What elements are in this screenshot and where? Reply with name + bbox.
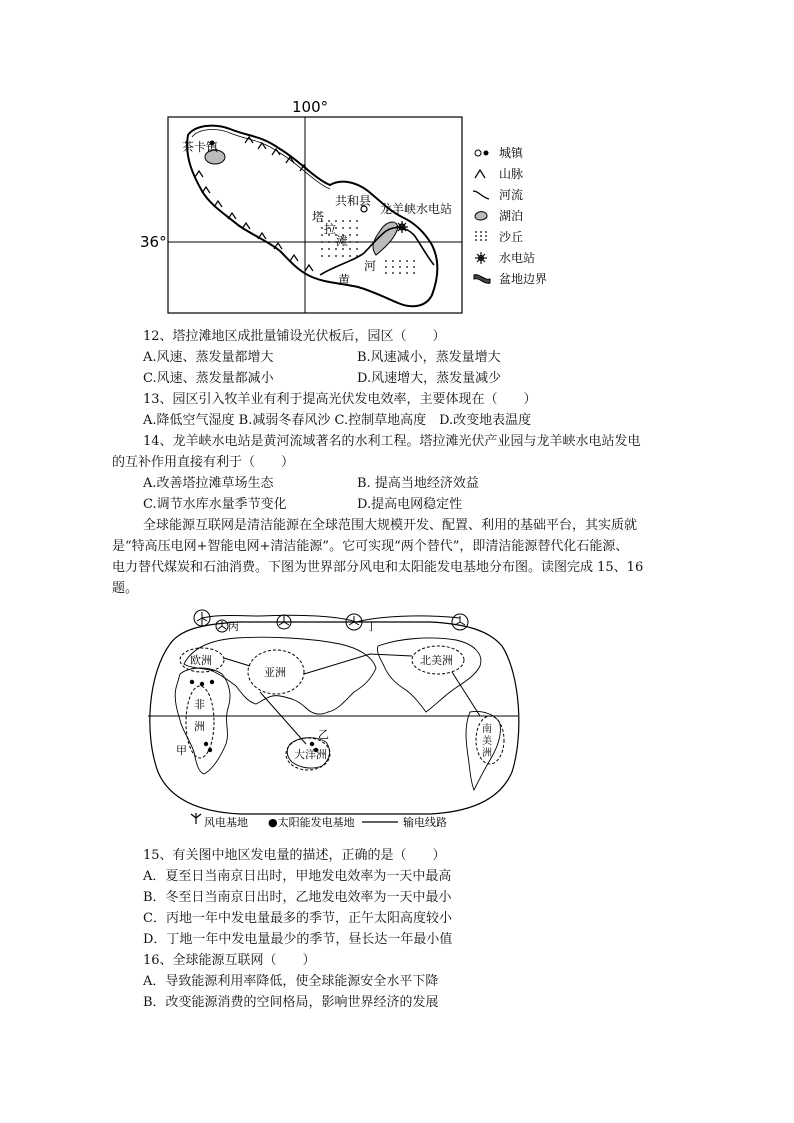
tala-char-3: 滩 (336, 234, 349, 248)
tala-char-1: 塔 (312, 210, 325, 224)
intro-line-4: 题。 (112, 581, 139, 596)
legend-line-label: 输电线路 (403, 816, 447, 829)
lake-icon (475, 212, 487, 220)
intro-line-2: 是“特高压电网+智能电网+清洁能源”。它可实现“两个替代”，即清洁能源替代化石能源、 (112, 539, 629, 554)
dune-dot (328, 255, 330, 257)
q16-option-b: B．改变能源消费的空间格局，影响世界经济的发展 (143, 995, 439, 1010)
dune-dot (321, 241, 323, 243)
power-line (304, 654, 412, 674)
dune-dot (356, 227, 358, 229)
q12-option-b: B.风速减小，蒸发量增大 (357, 350, 501, 365)
river-char-1: 黄 (338, 273, 351, 287)
q15-option-c: C．丙地一年中发电量最多的季节，正午太阳高度较小 (143, 911, 452, 926)
region-label-north-america: 北美洲 (420, 654, 453, 667)
dune-dot (328, 248, 330, 250)
dune-dot (349, 241, 351, 243)
power-line (452, 672, 480, 716)
wind-base-legend-icon (191, 813, 201, 824)
river-icon (473, 191, 489, 199)
region-label-south-america: 南美洲 (482, 724, 492, 759)
gonghe-label: 共和县 (335, 194, 372, 208)
q16-option-a: A．导致能源利用率降低，使全球能源安全水平下降 (143, 974, 439, 989)
marker-ding: 丁 (366, 620, 377, 633)
q15-stem: 15、有关图中地区发电量的描述，正确的是（ ） (143, 848, 446, 863)
map1-legend (473, 145, 547, 286)
dune-dot (399, 260, 401, 262)
solar-base-dot (204, 742, 208, 746)
dune-dot (392, 260, 394, 262)
solar-base-dot (210, 680, 214, 684)
q13-options: A.降低空气湿度 B.减弱冬春风沙 C.控制草地高度 D.改变地表温度 (143, 413, 532, 428)
dune-dot (356, 241, 358, 243)
hydropower-icon (475, 252, 487, 264)
dune-dot (385, 260, 387, 262)
power-line (260, 692, 306, 744)
q14-option-c: C.调节水库水量季节变化 (143, 497, 287, 512)
q12-option-a: A.风速、蒸发量都增大 (143, 350, 274, 365)
dune-dot (392, 272, 394, 274)
dune-dot (349, 255, 351, 257)
legend-label: 盆地边界 (499, 272, 548, 286)
power-line (202, 615, 460, 622)
dune-dot (406, 272, 408, 274)
legend-label: 河流 (499, 188, 524, 202)
q12-option-d: D.风速增大，蒸发量减少 (357, 371, 502, 386)
q15-option-b: B．冬至日当南京日出时，乙地发电效率为一天中最小 (143, 890, 452, 905)
solar-base-dot (208, 748, 212, 752)
dune-dot (335, 248, 337, 250)
q12-option-c: C.风速、蒸发量都减小 (143, 371, 274, 386)
africa-char-2: 洲 (194, 720, 205, 733)
dune-dot (321, 234, 323, 236)
dune-dot (413, 272, 415, 274)
dune-dot (321, 255, 323, 257)
chaka-label: 茶卡镇 (182, 140, 219, 154)
legend-label: 湖泊 (499, 209, 524, 223)
region-label-europe: 欧洲 (190, 654, 212, 667)
dune-dot (385, 272, 387, 274)
dune-dot (342, 227, 344, 229)
dune-dot (349, 248, 351, 250)
q16-stem: 16、全球能源互联网（ ） (143, 953, 316, 968)
latitude-label: 36° (140, 233, 167, 251)
mountain-range-south (195, 171, 313, 271)
legend-label: 沙丘 (499, 230, 524, 244)
dune-dot (406, 260, 408, 262)
basin-boundary-icon (474, 275, 490, 284)
region-label-oceania: 大洋洲 (294, 748, 327, 761)
legend-label: 山脉 (499, 167, 524, 181)
dune-dot (399, 272, 401, 274)
q14-stem-line2: 的互补作用直接有利于（ ） (112, 455, 295, 470)
q14-stem-line1: 14、龙羊峡水电站是黄河流域著名的水利工程。塔拉滩光伏产业园与龙羊峡水电站发电 (143, 434, 641, 449)
dune-dot (321, 227, 323, 229)
q13-stem: 13、园区引入牧羊业有利于提高光伏发电效率，主要体现在（ ） (143, 392, 537, 407)
dune-icon (475, 231, 487, 241)
basin-map (140, 95, 570, 320)
dune-dot (385, 266, 387, 268)
dune-dot (342, 255, 344, 257)
legend-solar-label: ●太阳能发电基地 (268, 816, 355, 829)
north-america-outline (377, 638, 480, 712)
solar-base-dot (310, 742, 314, 746)
world-map-outline (150, 622, 519, 814)
mountain-icon (475, 170, 485, 178)
dune-dot (392, 266, 394, 268)
dune-dot (356, 248, 358, 250)
dune-dot (413, 260, 415, 262)
sa-char: 南 (482, 724, 492, 735)
region-label-asia: 亚洲 (264, 666, 286, 679)
longyangxia-label: 龙羊峡水电站 (380, 202, 453, 216)
dune-dot (356, 234, 358, 236)
solar-base-dot (200, 682, 204, 686)
dune-dot (349, 234, 351, 236)
q15-option-d: D．丁地一年中发电量最少的季节，昼长达一年最小值 (143, 932, 453, 947)
q12-stem: 12、塔拉滩地区成批量铺设光伏板后，园区（ ） (143, 329, 446, 344)
wind-base-icon (452, 614, 468, 630)
wind-base-icon (194, 610, 210, 626)
q14-option-d: D.提高电网稳定性 (357, 497, 463, 512)
intro-line-3: 电力替代煤炭和石油消费。下图为世界部分风电和太阳能发电基地分布图。读图完成 15、16 (112, 560, 644, 575)
q14-option-b: B. 提高当地经济效益 (357, 476, 479, 491)
dune-dot (399, 266, 401, 268)
dune-dot (349, 220, 351, 222)
dune-dot (328, 241, 330, 243)
world-energy-map (140, 604, 525, 836)
legend-wind-label: 风电基地 (204, 816, 248, 829)
dune-dot (406, 266, 408, 268)
town-icon (475, 150, 481, 156)
dune-dot (342, 220, 344, 222)
dune-dot (335, 255, 337, 257)
dune-dot (356, 255, 358, 257)
power-line (224, 658, 250, 666)
dune-dot (356, 220, 358, 222)
marker-jia: 甲 (176, 744, 187, 757)
dune-dot (349, 227, 351, 229)
q14-option-a: A.改善塔拉滩草场生态 (143, 476, 274, 491)
q15-option-a: A．夏至日当南京日出时，甲地发电效率为一天中最高 (143, 869, 452, 884)
river-char-2: 河 (364, 259, 377, 273)
dune-dot (342, 248, 344, 250)
marker-bing: 丙 (228, 620, 239, 633)
dune-dot (321, 248, 323, 250)
solar-base-dot (190, 680, 194, 684)
legend-label: 水电站 (499, 251, 536, 265)
africa-char-1: 非 (194, 698, 205, 711)
tala-char-2: 拉 (324, 222, 337, 236)
dune-dot (413, 266, 415, 268)
marker-yi: 乙 (318, 728, 329, 741)
longitude-label: 100° (292, 98, 329, 116)
legend-label: 城镇 (499, 146, 524, 160)
intro-line-1: 全球能源互联网是清洁能源在全球范围大规模开发、配置、利用的基础平台，其实质就 (143, 518, 638, 533)
wind-base-icon (216, 620, 228, 632)
